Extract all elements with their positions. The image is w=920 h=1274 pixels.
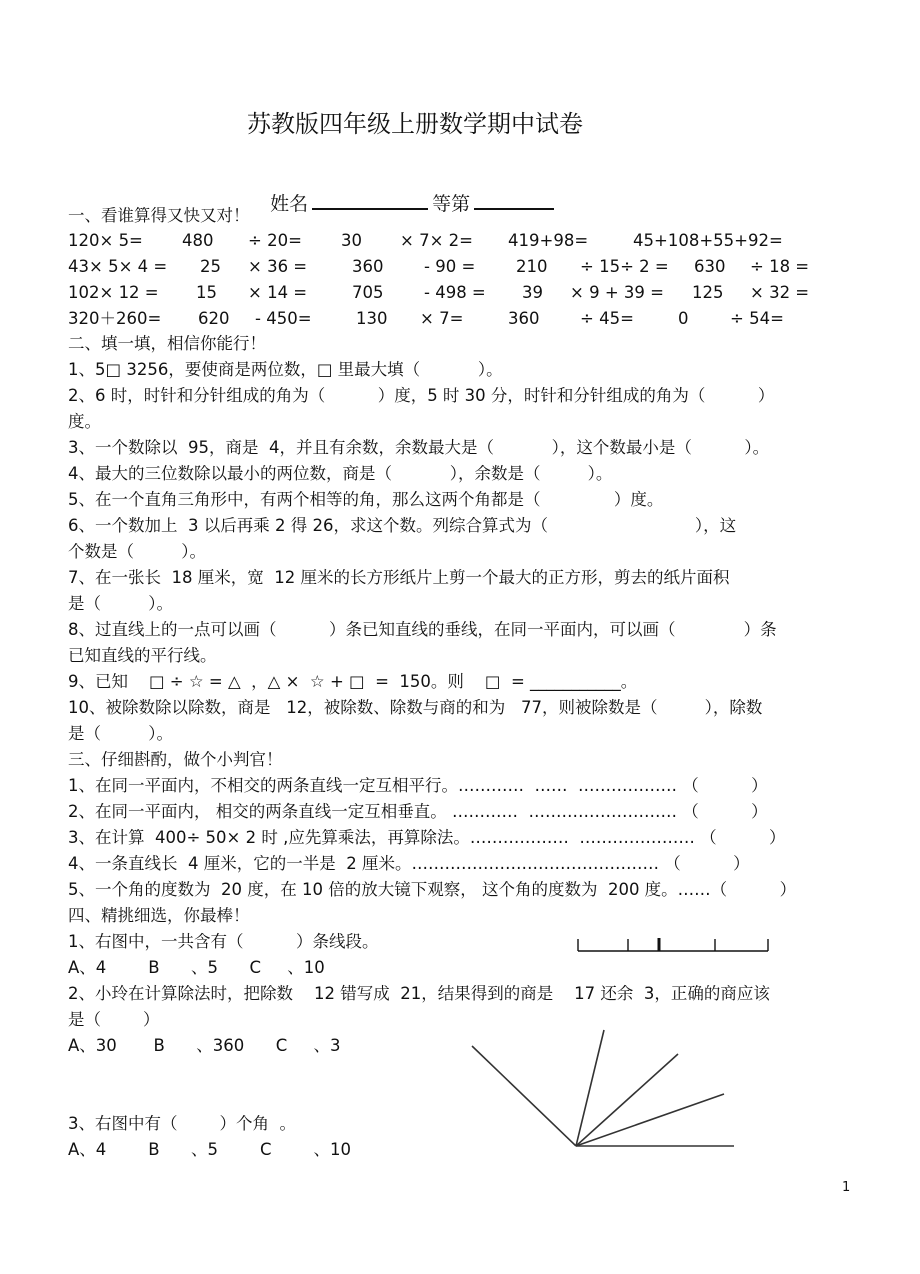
name-grade-line — [258, 162, 554, 217]
fill-question: 3、一个数除以 95，商是 4，并且有余数，余数最大是（ ），这个数最小是（ ）。 — [68, 438, 770, 457]
calc-item: 125 — [692, 283, 724, 302]
calc-item: 419+98= — [508, 231, 589, 250]
calc-item: × 7× 2= — [400, 231, 473, 250]
choice-question: 3、右图中有（ ）个角 。 — [68, 1114, 296, 1133]
choice-question: 1、右图中，一共含有（ ）条线段。 — [68, 932, 379, 951]
calc-item: 630 — [694, 257, 726, 276]
fill-question: 4、最大的三位数除以最小的两位数，商是（ ），余数是（ ）。 — [68, 464, 613, 483]
calc-item: ÷ 20= — [248, 231, 302, 250]
grade-label: 等第 — [432, 193, 471, 215]
calc-item: 15 — [196, 283, 217, 302]
judge-item: 1、在同一平面内，不相交的两条直线一定互相平行。………… …… ……………… （ ） — [68, 776, 768, 795]
calc-item: 43× 5× 4 = — [68, 257, 168, 276]
calc-item: 30 — [341, 231, 362, 250]
judge-item: 5、一个角的度数为 20 度，在 10 倍的放大镜下观察， 这个角的度数为 200 度。……（ ） — [68, 880, 797, 899]
calc-item: 120× 5= — [68, 231, 143, 250]
calc-item: 360 — [508, 309, 540, 328]
calc-item: 0 — [678, 309, 689, 328]
judge-item: 3、在计算 400÷ 50× 2 时 ,应先算乘法，再算除法。……………… ………………… （ ） — [68, 828, 786, 847]
judge-item: 2、在同一平面内， 相交的两条直线一定互相垂直。 ………… ……………………… （ ） — [68, 802, 768, 821]
calc-item: 39 — [522, 283, 543, 302]
calc-item: 25 — [200, 257, 221, 276]
calc-item: 480 — [182, 231, 214, 250]
name-blank[interactable] — [312, 188, 428, 210]
calc-item: 130 — [356, 309, 388, 328]
fill-question: 6、一个数加上 3 以后再乘 2 得 26，求这个数。列综合算式为（ ），这 — [68, 516, 737, 535]
segment-figure — [570, 934, 780, 958]
calc-item: × 9 + 39 = — [570, 283, 664, 302]
calc-item: 620 — [198, 309, 230, 328]
calc-item: 210 — [516, 257, 548, 276]
choice-options: A、30 B 、360 C 、3 — [68, 1036, 341, 1055]
choice-options: A、4 B 、5 C 、10 — [68, 1140, 351, 1159]
page-title: 苏教版四年级上册数学期中试卷 — [247, 110, 583, 138]
calc-item: 320＋260= — [68, 309, 162, 328]
calc-item: 360 — [352, 257, 384, 276]
calc-item: × 7= — [420, 309, 464, 328]
fill-question-cont: 度。 — [68, 412, 101, 431]
section1-heading: 一、看谁算得又快又对！ — [68, 206, 250, 225]
page-number: 1 — [842, 1180, 851, 1195]
choice-question-cont: 是（ ） — [68, 1010, 160, 1029]
calc-item: - 90 = — [424, 257, 476, 276]
judge-item: 4、一条直线长 4 厘米，它的一半是 2 厘米。……………………………………… （ ） — [68, 854, 750, 873]
calc-item: × 32 = — [750, 283, 810, 302]
fill-question-cont: 是（ ）。 — [68, 594, 173, 613]
fill-question: 9、已知 □ ÷ ☆ = △ ，△ × ☆ + □ = 150。则 □ = ___________。 — [68, 672, 638, 691]
calc-item: ÷ 45= — [580, 309, 634, 328]
angle-ray — [576, 1030, 604, 1146]
choice-question: 2、小玲在计算除法时，把除数 12 错写成 21，结果得到的商是 17 还余 3，正确的商应该 — [68, 984, 770, 1003]
fill-question: 1、5□ 3256，要使商是两位数，□ 里最大填（ ）。 — [68, 360, 503, 379]
fill-question: 5、在一个直角三角形中，有两个相等的角，那么这两个角都是（ ）度。 — [68, 490, 664, 509]
calc-item: × 36 = — [248, 257, 308, 276]
section2-heading: 二、填一填，相信你能行！ — [68, 334, 266, 353]
fill-question-cont: 个数是（ ）。 — [68, 542, 206, 561]
angle-ray — [576, 1054, 678, 1146]
calc-item: ÷ 15÷ 2 = — [580, 257, 669, 276]
fill-question: 2、6 时，时针和分针组成的角为（ ）度，5 时 30 分，时针和分针组成的角为（ ） — [68, 386, 775, 405]
fill-question: 10、被除数除以除数，商是 12，被除数、除数与商的和为 77，则被除数是（ ），除数 — [68, 698, 763, 717]
calc-item: ÷ 54= — [730, 309, 784, 328]
calc-item: - 450= — [255, 309, 312, 328]
calc-item: 705 — [352, 283, 384, 302]
angle-figure — [460, 1020, 750, 1160]
calc-item: 102× 12 = — [68, 283, 159, 302]
section4-heading: 四、精挑细选，你最棒！ — [68, 906, 250, 925]
calc-item: - 498 = — [424, 283, 486, 302]
angle-ray — [472, 1046, 576, 1146]
angle-ray — [576, 1094, 724, 1146]
fill-question-cont: 是（ ）。 — [68, 724, 173, 743]
fill-question: 8、过直线上的一点可以画（ ）条已知直线的垂线，在同一平面内，可以画（ ）条 — [68, 620, 777, 639]
section3-heading: 三、仔细斟酌，做个小判官！ — [68, 750, 283, 769]
calc-item: 45+108+55+92= — [633, 231, 783, 250]
choice-options: A、4 B 、5 C 、10 — [68, 958, 325, 977]
fill-question-cont: 已知直线的平行线。 — [68, 646, 217, 665]
calc-item: ÷ 18 = — [750, 257, 810, 276]
name-label: 姓名 — [270, 193, 309, 215]
grade-blank[interactable] — [474, 188, 554, 210]
calc-item: × 14 = — [248, 283, 308, 302]
fill-question: 7、在一张长 18 厘米，宽 12 厘米的长方形纸片上剪一个最大的正方形，剪去的纸片面积 — [68, 568, 730, 587]
